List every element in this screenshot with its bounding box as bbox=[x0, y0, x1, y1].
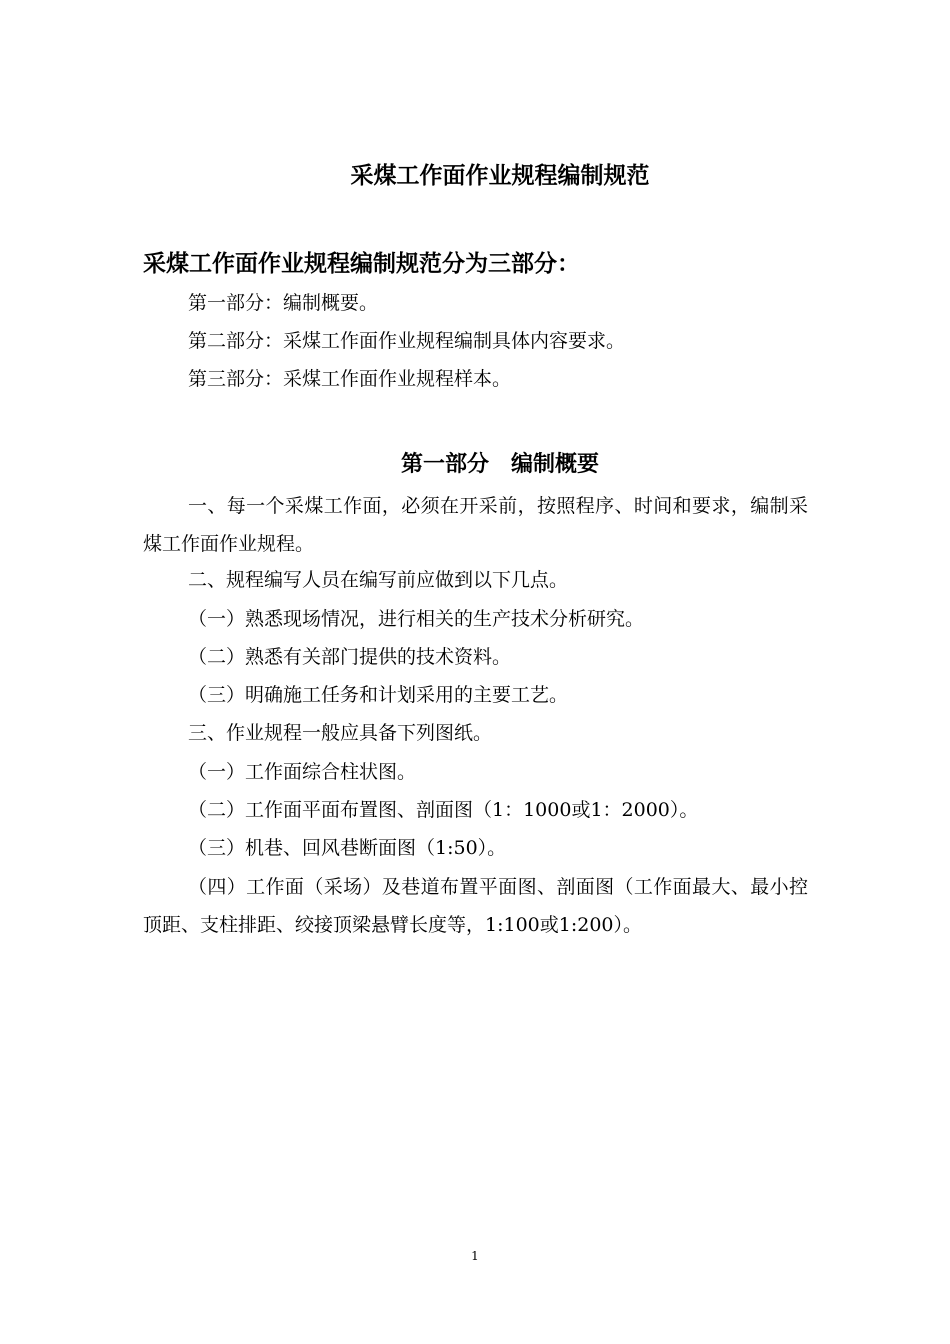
list-item: （三）机巷、回风巷断面图（1:50）。 bbox=[188, 837, 507, 859]
list-item: （三）明确施工任务和计划采用的主要工艺。 bbox=[188, 684, 569, 706]
document-title: 采煤工作面作业规程编制规范 bbox=[350, 162, 650, 189]
paragraph-1: 一、每一个采煤工作面，必须在开采前，按照程序、时间和要求，编制采煤工作面作业规程。 bbox=[143, 495, 808, 555]
intro-heading: 采煤工作面作业规程编制规范分为三部分： bbox=[143, 250, 580, 277]
list-item: （二）工作面平面布置图、剖面图（1：1000或1：2000）。 bbox=[188, 799, 699, 821]
part-list-item: 第三部分：采煤工作面作业规程样本。 bbox=[188, 368, 512, 390]
list-item: （一）熟悉现场情况，进行相关的生产技术分析研究。 bbox=[188, 608, 645, 630]
part-list-item: 第一部分：编制概要。 bbox=[188, 292, 379, 314]
page-number: 1 bbox=[471, 1249, 479, 1263]
section-heading: 第一部分 编制概要 bbox=[400, 451, 599, 477]
paragraph-2: 二、规程编写人员在编写前应做到以下几点。 bbox=[188, 569, 569, 591]
list-item: （一）工作面综合柱状图。 bbox=[188, 761, 417, 783]
part-list-item: 第二部分：采煤工作面作业规程编制具体内容要求。 bbox=[188, 330, 626, 352]
list-item: （二）熟悉有关部门提供的技术资料。 bbox=[188, 646, 512, 668]
list-item-long: （四）工作面（采场）及巷道布置平面图、剖面图（工作面最大、最小控顶距、支柱排距、绞接顶梁悬臂长度等，1:100或1:200）。 bbox=[143, 876, 808, 936]
paragraph-3: 三、作业规程一般应具备下列图纸。 bbox=[188, 722, 493, 744]
